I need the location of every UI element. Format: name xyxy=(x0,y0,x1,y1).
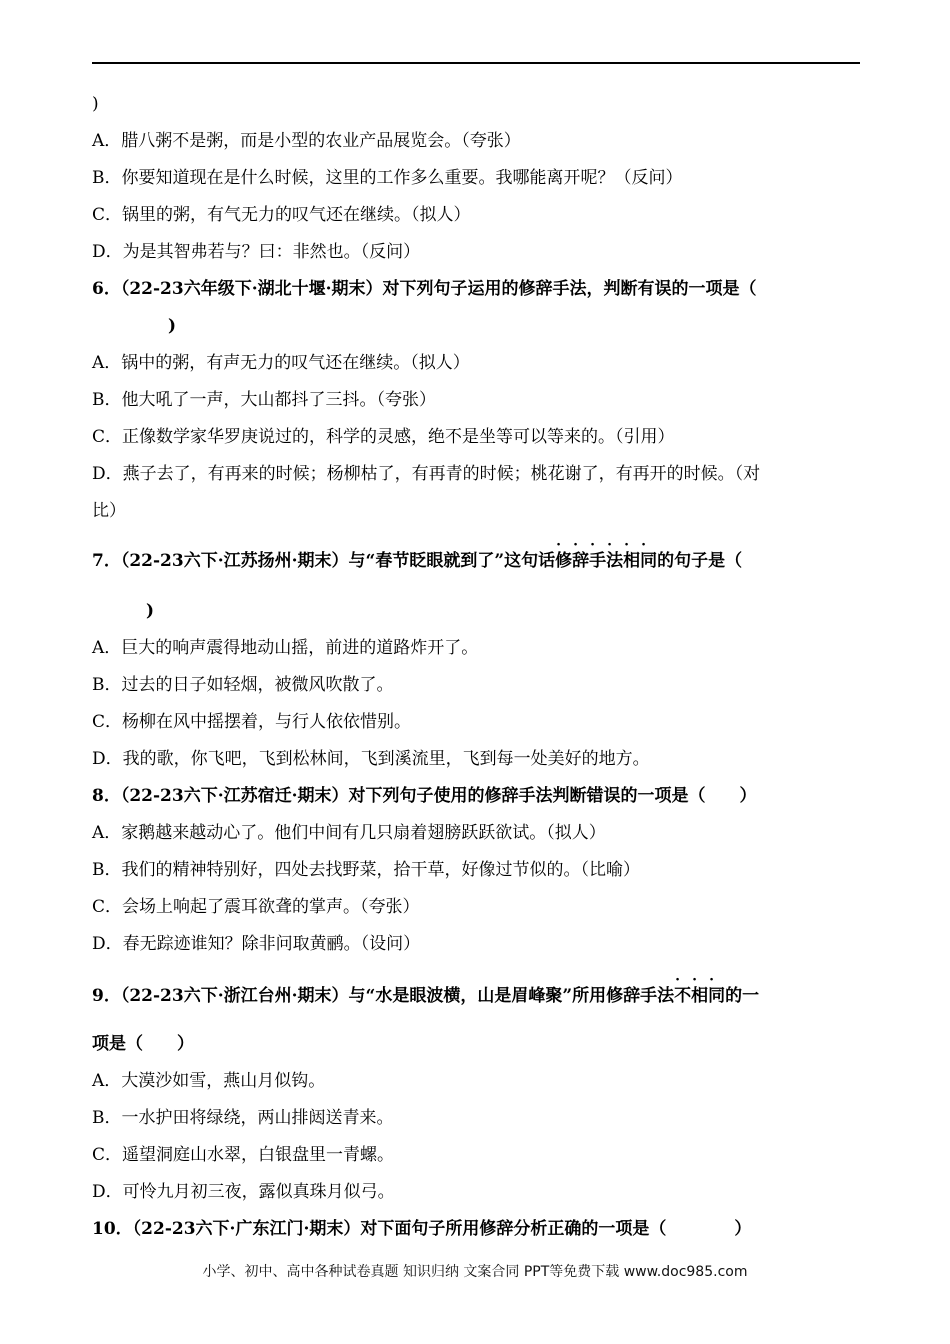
q7-stem-lead: 7．（22-23六下·江苏扬州·期末）与“春节眨眼就到了”这句话 xyxy=(92,551,556,571)
q7-stem xyxy=(92,537,743,572)
q8-stem: 8．（22-23六下·江苏宿迁·期末）对下列句子使用的修辞手法判断错误的一项是（ ） xyxy=(92,786,757,806)
q6-option-d: D．燕子去了，有再来的时候；杨柳枯了，有再青的时候；桃花谢了，有再开的时候。（对 xyxy=(92,464,761,484)
q9-emphasis-text: 不相同 xyxy=(674,986,726,1006)
q9-option-c: C．遥望洞庭山水翠，白银盘里一青螺。 xyxy=(92,1145,395,1165)
q6-option-c: C．正像数学家华罗庚说过的，科学的灵感，绝不是坐等可以等来的。（引用） xyxy=(92,427,675,447)
q9-stem xyxy=(92,972,760,1007)
q7-option-d: D．我的歌，你飞吧，飞到松林间，飞到溪流里，飞到每一处美好的地方。 xyxy=(92,749,650,769)
q9-stem-lead: 9．（22-23六下·浙江台州·期末）与“水是眼波横，山是眉峰聚”所用修辞手法 xyxy=(92,986,675,1006)
q5-option-d: D．为是其智弗若与？曰：非然也。（反问） xyxy=(92,242,421,262)
q7-emphasis-text: 修辞手法相同 xyxy=(555,551,658,571)
q8-option-c: C．会场上响起了震耳欲聋的掌声。（夸张） xyxy=(92,897,420,917)
q6-option-b: B．他大吼了一声，大山都抖了三抖。（夸张） xyxy=(92,390,436,410)
q7-stem-tail: 的句子是（ xyxy=(657,551,743,571)
q5-closing-paren: ) xyxy=(92,94,99,114)
q7-option-c: C．杨柳在风中摇摆着，与行人依依惜别。 xyxy=(92,712,412,732)
q9-option-b: B．一水护田将绿绕，两山排闼送青来。 xyxy=(92,1108,394,1128)
q6-closing-paren: ) xyxy=(168,316,177,336)
q5-option-b: B．你要知道现在是什么时候，这里的工作多么重要。我哪能离开呢？（反问） xyxy=(92,168,683,188)
q6-option-a: A．锅中的粥，有声无力的叹气还在继续。（拟人） xyxy=(92,353,470,373)
q9-emphasis: · · · 不相同 xyxy=(674,972,726,1006)
q5-option-c: C．锅里的粥，有气无力的叹气还在继续。（拟人） xyxy=(92,205,471,225)
q7-option-a: A．巨大的响声震得地动山摇，前进的道路炸开了。 xyxy=(92,638,479,658)
q9-stem-tail: 的一 xyxy=(725,986,760,1006)
q9-stem-cont: 项是（ ） xyxy=(92,1034,194,1054)
q7-option-b: B．过去的日子如轻烟，被微风吹散了。 xyxy=(92,675,394,695)
q9-option-d: D．可怜九月初三夜，露似真珠月似弓。 xyxy=(92,1182,395,1202)
q5-option-a: A．腊八粥不是粥，而是小型的农业产品展览会。（夸张） xyxy=(92,131,521,151)
header-rule xyxy=(92,62,860,64)
page-footer: 小学、初中、高中各种试卷真题 知识归纳 文案合同 PPT等免费下载 www.doc985.com xyxy=(202,1264,748,1280)
q8-option-b: B．我们的精神特别好，四处去找野菜，拾干草，好像过节似的。（比喻） xyxy=(92,860,640,880)
q6-stem: 6．（22-23六年级下·湖北十堰·期末）对下列句子运用的修辞手法，判断有误的一项是（ xyxy=(92,279,757,299)
q7-closing-paren: ) xyxy=(146,601,155,621)
q10-stem: 10．（22-23六下·广东江门·期末）对下面句子所用修辞分析正确的一项是（ ） xyxy=(92,1219,752,1239)
q6-option-d-cont: 比） xyxy=(92,501,126,521)
q9-option-a: A．大漠沙如雪，燕山月似钩。 xyxy=(92,1071,326,1091)
q7-emphasis: · · · · · · 修辞手法相同 xyxy=(555,537,658,571)
q8-option-a: A．家鹅越来越动心了。他们中间有几只扇着翅膀跃跃欲试。（拟人） xyxy=(92,823,606,843)
q8-option-d: D．春无踪迹谁知？除非问取黄鹂。（设问） xyxy=(92,934,421,954)
